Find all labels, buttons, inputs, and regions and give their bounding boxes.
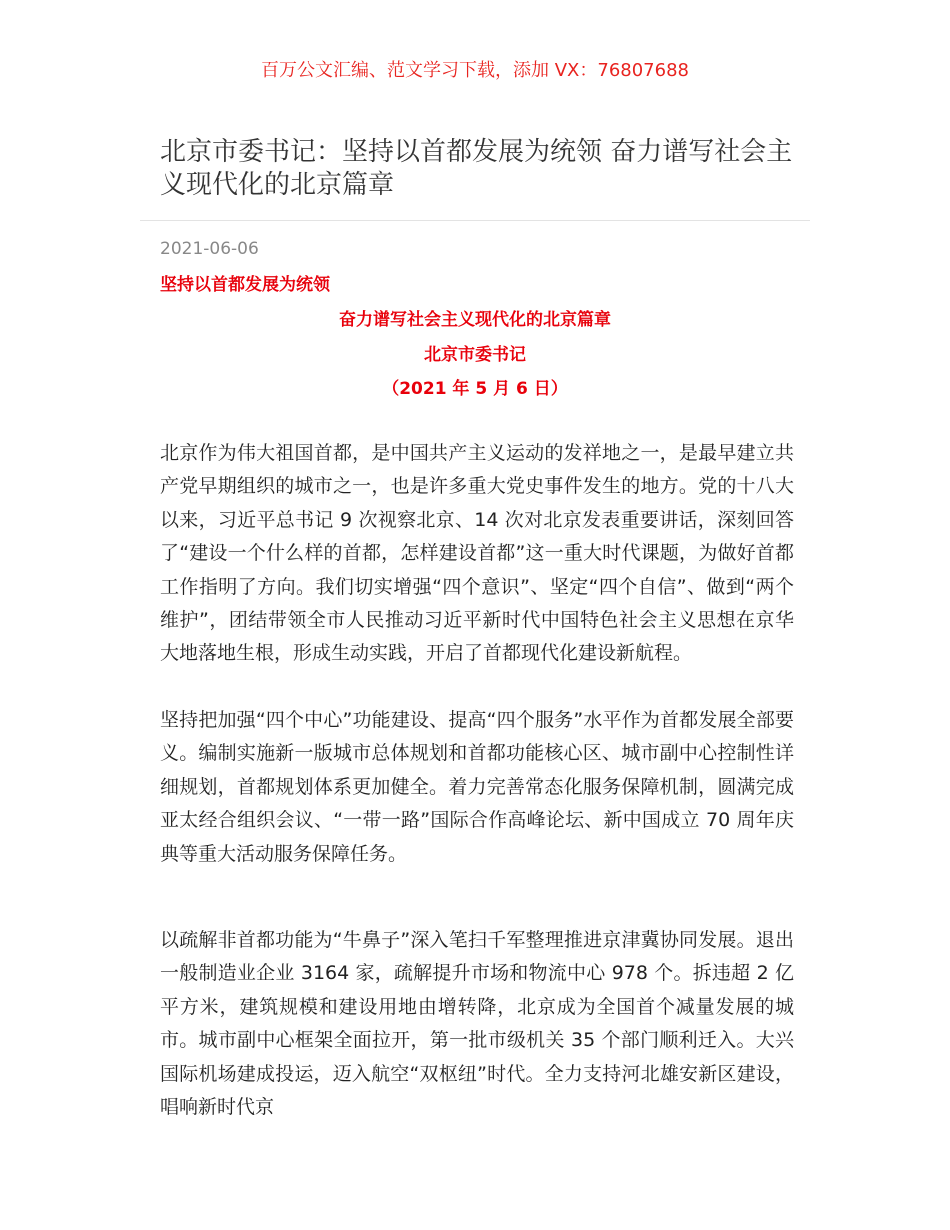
paragraph: 以疏解非首都功能为“牛鼻子”深入笔扫千军整理推进京津冀协同发展。退出一般制造业企业 3164 家，疏解提升市场和物流中心 978 个。拆违超 2 亿平方米，建筑规模和建设用地由增转降，北京成为全国首个减量发展的城市。城市副中心框架全面拉开，第一批市级机关 35 个部门顺利迁入。大兴国际机场建成投运，迈入航空“双枢纽”时代。全力支持河北雄安新区建设，唱响新时代京 xyxy=(160,929,794,1119)
title-divider xyxy=(140,220,810,221)
author-heading: 北京市委书记 xyxy=(424,345,526,365)
article-title: 北京市委书记：坚持以首都发展为统领 奋力谱写社会主义现代化的北京篇章 xyxy=(160,137,793,200)
heading-1: 坚持以首都发展为统领 xyxy=(160,275,330,295)
heading-2: 奋力谱写社会主义现代化的北京篇章 xyxy=(339,310,611,330)
paragraph: 坚持把加强“四个中心”功能建设、提高“四个服务”水平作为首都发展全部要义。编制实施新一版城市总体规划和首都功能核心区、城市副中心控制性详细规划，首都规划体系更加健全。着力完善常态化服务保障机制，圆满完成亚太经合组织会议、“一带一路”国际合作高峰论坛、新中国成立 70 周年庆典等重大活动服务保障任务。 xyxy=(160,709,794,865)
promo-banner: 百万公文汇编、范文学习下载，添加 VX：76807688 xyxy=(261,60,689,81)
date-heading: （2021 年 5 月 6 日） xyxy=(382,379,568,399)
publish-date: 2021-06-06 xyxy=(160,239,259,259)
paragraph: 北京作为伟大祖国首都，是中国共产主义运动的发祥地之一，是最早建立共产党早期组织的城市之一，也是许多重大党史事件发生的地方。党的十八大以来，习近平总书记 9 次视察北京、14 次对北京发表重要讲话，深刻回答了“建设一个什么样的首都，怎样建设首都”这一重大时代课题，为做好首都工作指明了方向。我们切实增强“四个意识”、坚定“四个自信”、做到“两个维护”，团结带领全市人民推动习近平新时代中国特色社会主义思想在京华大地落地生根，形成生动实践，开启了首都现代化建设新航程。 xyxy=(160,442,794,665)
